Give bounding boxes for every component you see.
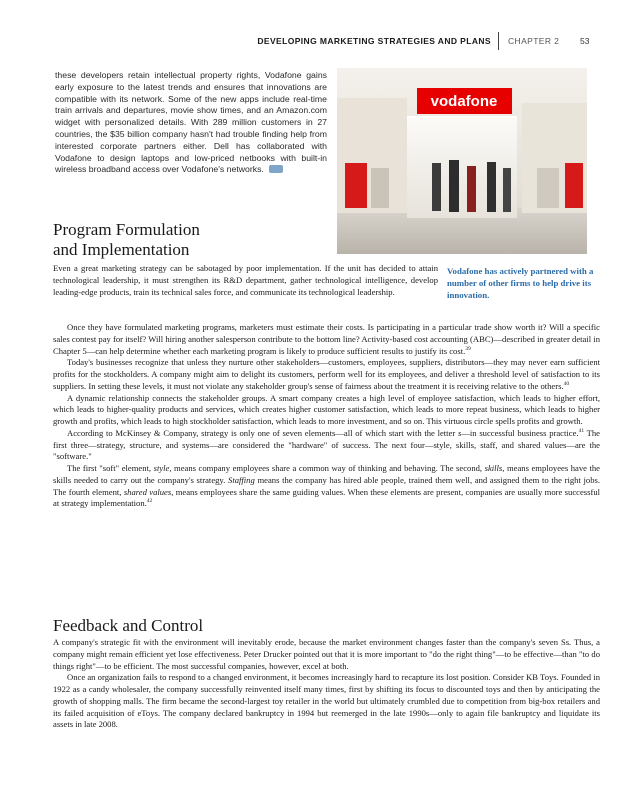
- person-3: [467, 166, 476, 212]
- paragraph-text: , means employees have the skills needed to carry out the company's strategy.: [53, 463, 600, 485]
- store-interior: [407, 118, 517, 218]
- paragraph: [53, 463, 600, 510]
- paragraph-text: means the company has hired able people, trained them well, and assigned them to the right jobs. The fourth element,: [53, 474, 600, 497]
- photo-caption: Vodafone has actively partnered with a number of other firms to help drive its innovation.: [447, 266, 594, 301]
- person-1: [432, 163, 441, 211]
- paragraph: Once an organization fails to respond to a changed environment, it becomes increasingly hard to recapture its lost position. Consider KB Toys. Founded in 1922 as a candy wholesaler, the company successfully reinvented itself many times, first by shifting its focus to discounted toys and then by anticipating the growth of shopping malls. The firm became the second-largest toy retailer in the world but ultimately crumbled due to competition from big-box retailers and its failed acquisition of eToys. The company declared bankruptcy in 1994 but reemerged in the late 1990s—only to again file bankruptcy and liquidate its assets in late 2008.: [53, 672, 600, 730]
- footnote-ref: 40: [563, 380, 570, 387]
- paragraph-text: Once they have formulated marketing programs, marketers must estimate their costs. Is participating in a particular trade show worth it? Will a specific sales contest pay for itself? Will hiring another salesperson contribute to the bottom line? Activity-based cost accounting (ABC)—described in greater detail in Chapter 5—can help determine whether each marketing program is likely to produce sufficient results to justify its cost.: [53, 322, 600, 356]
- left-display-2: [371, 168, 389, 208]
- paragraph-text: , means employees share the same guiding values. When these elements are present, companies are usually more successful at strategy implementation.: [53, 486, 601, 509]
- emphasis: s: [457, 427, 462, 438]
- vodafone-store-photo: [337, 68, 587, 254]
- heading-line-1: Program Formulation: [53, 220, 200, 239]
- story-end-icon: [269, 165, 283, 173]
- header-divider: [498, 32, 499, 50]
- right-display-2: [537, 168, 559, 208]
- sidebar-story: [55, 70, 327, 176]
- paragraph: [53, 322, 600, 357]
- program-intro: [53, 263, 438, 298]
- paragraph-text: Today's businesses recognize that unless they nurture other stakeholders—customers, employees, suppliers, distributors—they may never earn sufficient profits for the stockholders. A company might aim to delight its customers, perform well for its employees, and deliver a threshold level of satisfaction to its suppliers. In setting these levels, it must not violate any stakeholder group's sense of fairness about the treatment it is receiving relative to the others.: [53, 357, 600, 391]
- sidebar-story-text: these developers retain intellectual property rights, Vodafone gains early exposure to the latest trends and ensures that innovations are compatible with its network. Some of the new apps include real-time train arrivals and departures, movie show times, and an Amazon.com widget with personalized details. With 289 million customers in 27 countries, the $35 billion company hasn't had trouble finding help from interested corporate partners either. Dell has collaborated with Vodafone to design laptops and low-priced netbooks with built-in wireless broadband access over Vodafone's networks.: [55, 70, 327, 175]
- program-body: [53, 322, 600, 510]
- emphasis: shared values: [123, 486, 172, 497]
- footnote-ref: 39: [465, 345, 471, 352]
- ceiling-light: [407, 116, 517, 118]
- paragraph-text: The first three—strategy, structure, and systems—are considered the "hardware" of success. The next four—style, skills, staff, and shared values—are the "software.": [53, 427, 600, 462]
- page-number: 53: [580, 36, 590, 46]
- paragraph-text: According to McKinsey & Company, strategy is only one of seven elements—all of which start with the letter: [67, 427, 458, 438]
- paragraph: [53, 357, 600, 392]
- paragraph: A company's strategic fit with the environment will inevitably erode, because the market environment changes faster than the company's seven Ss. Thus, a company might remain efficient yet lose effectiveness. Peter Drucker pointed out that it is more important to "do the right thing"—to be effective—than "to do things right"—to be efficient. The most successful companies, however, excel at both.: [53, 637, 600, 671]
- paragraph: Even a great marketing strategy can be sabotaged by poor implementation. If the unit has decided to attain technological leadership, it must strengthen its R&D department, gather technological intelligence, develop leading-edge products, train its technical sales force, and communicate its technological leadership.: [53, 263, 438, 297]
- left-red-display: [345, 163, 367, 208]
- person-5: [503, 168, 511, 212]
- emphasis: skills: [484, 463, 503, 473]
- section-heading-feedback: Feedback and Control: [53, 616, 204, 635]
- person-4: [487, 162, 496, 212]
- footnote-ref: 42: [146, 498, 153, 505]
- running-header: [0, 32, 623, 52]
- vodafone-logo: vodafone: [430, 93, 498, 110]
- emphasis: style: [153, 463, 170, 473]
- running-title: DEVELOPING MARKETING STRATEGIES AND PLANS: [257, 36, 491, 46]
- paragraph-text: —in successful business practice.: [461, 427, 579, 438]
- paragraph: [53, 428, 600, 463]
- person-2: [449, 160, 459, 212]
- emphasis: Staffing: [228, 474, 255, 485]
- paragraph: A dynamic relationship connects the stakeholder groups. A smart company creates a high level of employee satisfaction, which leads to higher effort, which leads to higher-quality products and services, which creates higher customer satisfaction, which leads to more repeat business, which leads to higher growth and profits, which leads to high stockholder satisfaction, which leads to more investment, and so on. This virtuous circle spells profits and growth.: [53, 392, 600, 426]
- chapter-label: CHAPTER 2: [508, 36, 560, 46]
- paragraph-text: , means company employees share a common way of thinking and behaving. The second,: [169, 463, 485, 473]
- heading-line-2: and Implementation: [53, 240, 190, 259]
- footnote-ref: 41: [578, 427, 585, 434]
- feedback-body: [53, 637, 600, 731]
- paragraph-text: The first "soft" element,: [67, 463, 154, 473]
- section-heading-program: [53, 220, 200, 260]
- right-red-display: [565, 163, 583, 208]
